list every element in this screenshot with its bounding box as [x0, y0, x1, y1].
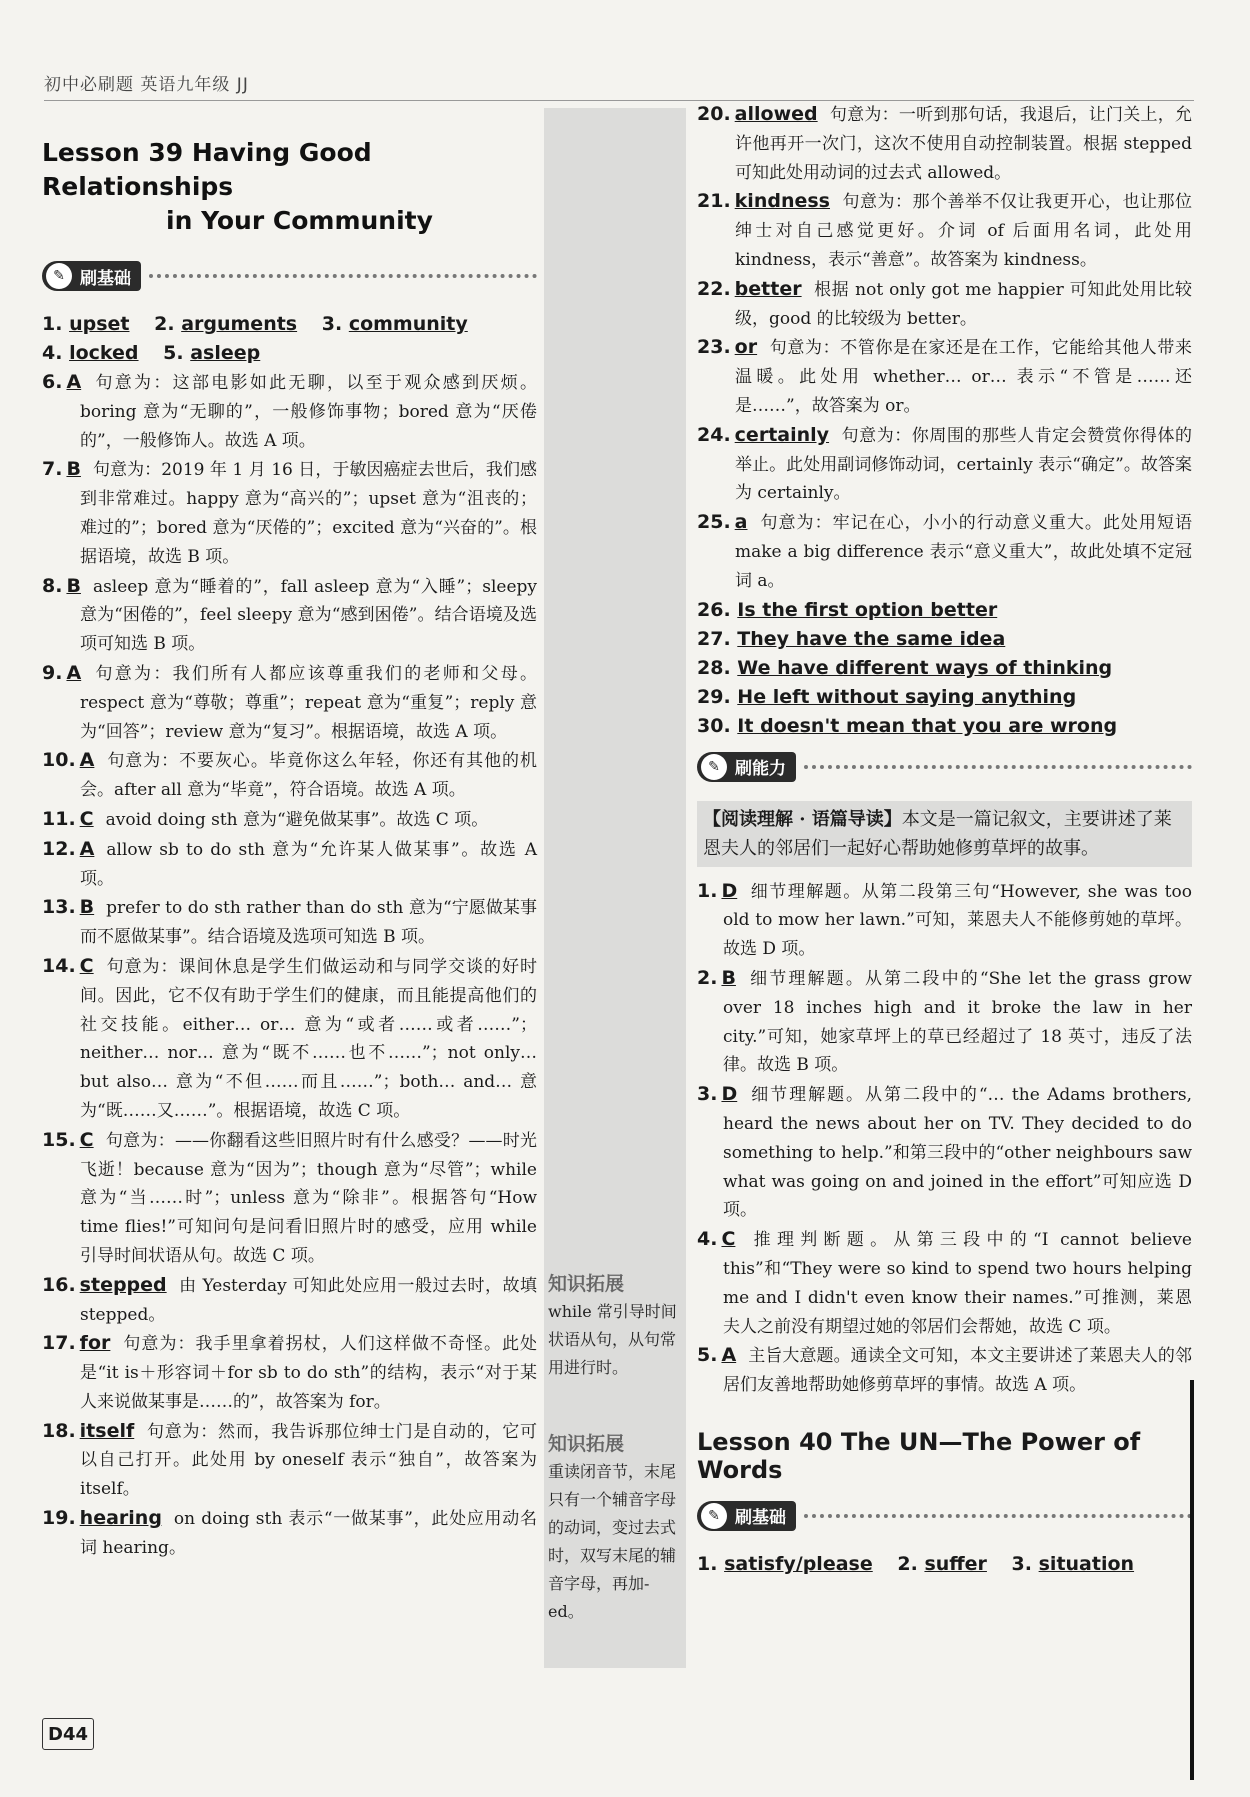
left-explanations: [42, 368, 537, 1563]
item-answer: for: [79, 1332, 111, 1355]
sentence-answer: [697, 596, 1192, 625]
item-number: 26.: [697, 598, 731, 621]
item-answer: It doesn't mean that you are wrong: [737, 714, 1118, 737]
explanation-item: [697, 877, 1192, 964]
lesson-39-title: [42, 136, 537, 238]
explanation-item: [42, 746, 537, 805]
item-answer: We have different ways of thinking: [737, 656, 1113, 679]
item-text: 句意为：你周围的那些人肯定会赞赏你得体的举止。此处用副词修饰动词，certainly 表示“确定”。故答案为 certainly。: [735, 425, 1192, 504]
item-text: 句意为：牢记在心，小小的行动意义重大。此处用短语 make a big difference 表示“意义重大”，故此处填不定冠词 a。: [735, 513, 1192, 591]
item-text: 句意为：我手里拿着拐杖，人们这样做不奇怪。此处是“it is＋形容词＋for sb to do sth”的结构，表示“对于某人来说做某事是……的”，故答案为 for。: [80, 1334, 537, 1412]
item-number: 10.: [42, 749, 76, 772]
item-answer: A: [721, 1344, 737, 1367]
item-number: 7.: [42, 458, 63, 481]
item-number: 19.: [42, 1507, 76, 1530]
item-answer: better: [734, 277, 802, 300]
explanation-item: [697, 187, 1192, 274]
item-number: 3.: [697, 1083, 718, 1106]
item-text: 句意为：我们所有人都应该尊重我们的老师和父母。respect 意为“尊敬；尊重”；repeat 意为“重复”；reply 意为“回答”；review 意为“复习”。根据语境，故选 A 项。: [80, 663, 537, 742]
item-answer: itself: [79, 1419, 135, 1442]
item-answer: B: [721, 966, 736, 989]
item-text: prefer to do sth rather than do sth 意为“宁愿做某事而不愿做某事”。结合语境及选项可知选 B 项。: [80, 898, 537, 948]
explanation-item: [42, 805, 537, 835]
explanation-item: [42, 835, 537, 894]
item-answer: He left without saying anything: [737, 685, 1077, 708]
item-number: 14.: [42, 954, 76, 977]
item-text: 由 Yesterday 可知此处应用一般过去时，故填stepped。: [80, 1275, 537, 1325]
item-text: 句意为：那个善举不仅让我更开心，也让那位绅士对自己感觉更好。介词 of 后面用名词，此处用 kindness，表示“善意”。故答案为 kindness。: [735, 192, 1192, 270]
item-answer: B: [66, 458, 81, 481]
item-answer: certainly: [734, 423, 830, 446]
tip-text: while 常引导时间状语从句，从句常用进行时。: [548, 1302, 677, 1377]
item-number: 13.: [42, 896, 76, 919]
explanation-item: [42, 368, 537, 455]
tip-title: 知识拓展: [548, 1433, 625, 1455]
item-answer: C: [79, 954, 94, 977]
explanation-item: [42, 455, 537, 571]
item-number: 23.: [697, 336, 731, 359]
item-answer: B: [66, 574, 81, 597]
explanation-item: [42, 1504, 537, 1563]
item-answer: or: [734, 336, 758, 359]
explanation-item: [42, 952, 537, 1126]
item-answer: allowed: [734, 103, 818, 125]
item-number: 16.: [42, 1273, 76, 1296]
explanation-item: [42, 1417, 537, 1504]
explanation-item: [42, 572, 537, 659]
page-number: D44: [42, 1718, 94, 1750]
item-answer: C: [79, 1128, 94, 1151]
dotted-rule: [149, 274, 537, 278]
item-number: 24.: [697, 423, 731, 446]
reading-explanations: [697, 877, 1192, 1400]
item-text: 句意为：课间休息是学生们做运动和与同学交谈的好时间。因此，它不仅有助于学生们的健康，而且能提高他们的社交技能。either… or… 意为“或者……或者……”；neither… nor… 意为“既不……也不……”；not only… but also… 意为“不但……而且……”；both… and… 意为“既……又……”。根据语境，故选 C 项。: [80, 956, 537, 1121]
running-header: 初中必刷题 英语九年级 JJ: [44, 75, 249, 95]
guide-label: 【阅读理解 · 语篇导读】: [703, 808, 902, 830]
item-number: 18.: [42, 1419, 76, 1442]
item-text: 细节理解题。从第二段中的“… the Adams brothers, heard the news about her on TV. They decided to do something to help.”和第三段中的“other neighbours saw what was going on and joined in the effort”可知应选 D 项。: [723, 1085, 1192, 1221]
explanation-item: [42, 1271, 537, 1330]
sentence-answer: [697, 712, 1192, 741]
explanation-item: [42, 659, 537, 746]
item-text: 句意为：然而，我告诉那位绅士门是自动的，它可以自己打开。此处用 by oneself 表示“独自”，故答案为 itself。: [80, 1421, 537, 1500]
item-number: 22.: [697, 277, 731, 300]
item-answer: C: [721, 1228, 736, 1251]
item-answer: stepped: [79, 1273, 167, 1296]
section-header-basic: [42, 256, 537, 296]
item-answer: A: [66, 371, 82, 393]
item-text: asleep 意为“睡着的”，fall asleep 意为“入睡”；sleepy 意为“困倦的”，feel sleepy 意为“感到困倦”。结合语境及选项可知选 B 项。: [80, 576, 537, 655]
item-number: 11.: [42, 807, 76, 830]
explanation-item: [697, 275, 1192, 334]
item-text: 根据 not only got me happier 可知此处用比较级，good 的比较级为 better。: [735, 279, 1192, 329]
lesson-title-line2: in Your Community: [166, 206, 433, 235]
lesson-40-title: Lesson 40 The UN—The Power of Words: [697, 1427, 1141, 1484]
item-number: 17.: [42, 1332, 76, 1355]
book-icon: ✎: [701, 1503, 727, 1529]
answer-line-1: 1. upset 2. arguments 3. community: [42, 313, 468, 335]
item-answer: D: [721, 1083, 738, 1106]
item-number: 29.: [697, 685, 731, 708]
explanation-item: [42, 1329, 537, 1416]
item-text: 句意为：一听到那句话，我退后，让门关上，允许他再开一次门，这次不使用自动控制装置。根据 stepped 可知此处用动词的过去式 allowed。: [735, 105, 1192, 183]
item-text: 句意为：不要灰心。毕竟你这么年轻，你还有其他的机会。after all 意为“毕竟”，符合语境。故选 A 项。: [80, 751, 537, 801]
sentence-answer: [697, 654, 1192, 683]
item-text: allow sb to do sth 意为“允许某人做某事”。故选 A 项。: [80, 839, 537, 889]
dotted-rule: [804, 1514, 1192, 1518]
item-number: 8.: [42, 574, 63, 597]
explanation-item: [697, 100, 1192, 187]
item-answer: kindness: [734, 190, 830, 213]
item-answer: They have the same idea: [737, 627, 1006, 650]
sentence-answer: [697, 625, 1192, 654]
item-answer: A: [79, 749, 95, 772]
item-answer: D: [721, 879, 738, 902]
item-answer: C: [79, 807, 94, 830]
item-text: 句意为：2019 年 1 月 16 日，于敏因癌症去世后，我们感到非常难过。happy 意为“高兴的”；upset 意为“沮丧的；难过的”；bored 意为“厌倦的”；excited 意为“兴奋的”。根据语境，故选 B 项。: [80, 460, 537, 567]
explanation-item: [697, 1225, 1192, 1341]
knowledge-tip-1: [548, 1270, 684, 1382]
item-number: 9.: [42, 661, 63, 684]
item-number: 1.: [697, 879, 718, 902]
item-answer: A: [79, 837, 95, 860]
item-number: 21.: [697, 190, 731, 213]
item-text: on doing sth 表示“一做某事”，此处应用动名词 hearing。: [80, 1509, 537, 1558]
item-number: 28.: [697, 656, 731, 679]
section-badge: ✎ 刷基础: [42, 261, 141, 291]
item-text: 主旨大意题。通读全文可知，本文主要讲述了莱恩夫人的邻居们友善地帮助她修剪草坪的事情。故选 A 项。: [723, 1346, 1192, 1396]
item-text: 句意为：——你翻看这些旧照片时有什么感受？——时光飞逝！because 意为“因为”；though 意为“尽管”；while 意为“当……时”；unless 意为“除非”。根据答句“How time flies!”可知问句是问看旧照片时的感受，应用 while 引导时间状语从句。故选 C 项。: [80, 1130, 537, 1266]
item-answer: B: [79, 896, 95, 919]
explanation-item: [697, 964, 1192, 1080]
item-text: 句意为：这部电影如此无聊，以至于观众感到厌烦。boring 意为“无聊的”，一般修饰事物；bored 意为“厌倦的”，一般修饰人。故选 A 项。: [80, 373, 537, 451]
item-text: 细节理解题。从第二段第三句“However, she was too old to mow her lawn.”可知，莱恩夫人不能修剪她的草坪。故选 D 项。: [723, 881, 1192, 960]
item-number: 2.: [697, 966, 718, 989]
reading-guide: [697, 801, 1192, 867]
explanation-item: [697, 1080, 1192, 1225]
item-number: 12.: [42, 837, 76, 860]
right-column: [697, 100, 1192, 1579]
book-icon: ✎: [701, 754, 727, 780]
item-answer: hearing: [79, 1507, 162, 1530]
item-number: 27.: [697, 627, 731, 650]
explanation-item: [697, 421, 1192, 508]
lesson-title-line1: Lesson 39 Having Good Relationships: [42, 138, 372, 201]
page-edge-shadow: [1190, 1380, 1194, 1780]
section-header-ability: [697, 747, 1192, 787]
tip-title: 知识拓展: [548, 1273, 625, 1295]
lesson40-answer-line: 1. satisfy/please 2. suffer 3. situation: [697, 1552, 1135, 1575]
answer-line-2: 4. locked 5. asleep: [42, 342, 261, 364]
item-answer: A: [66, 661, 82, 684]
section-badge: ✎ 刷基础: [697, 1501, 796, 1531]
item-number: 20.: [697, 103, 731, 125]
section-header-basic-2: [697, 1496, 1192, 1536]
item-answer: Is the first option better: [737, 598, 998, 621]
item-text: 推理判断题。从第三段中的“I cannot believe this”和“They were so kind to spend two hours helping me and I didn't even know their names.”可推测，莱恩夫人之前没有期望过她的邻居们会帮她，故选 C 项。: [723, 1230, 1192, 1337]
item-text: 句意为：不管你是在家还是在工作，它能给其他人带来温暖。此处用 whether… or… 表示“不管是……还是……”，故答案为 or。: [735, 338, 1192, 416]
item-number: 25.: [697, 511, 731, 534]
tip-text: 重读闭音节，末尾只有一个辅音字母的动词，变过去式时，双写末尾的辅音字母，再加-ed。: [548, 1462, 677, 1621]
sentence-answers: [697, 596, 1192, 741]
item-number: 6.: [42, 371, 63, 393]
book-icon: ✎: [46, 263, 72, 289]
item-number: 4.: [697, 1228, 718, 1251]
item-answer: a: [734, 511, 748, 534]
item-number: 5.: [697, 1344, 718, 1367]
sentence-answer: [697, 683, 1192, 712]
item-text: avoid doing sth 意为“避免做某事”。故选 C 项。: [105, 809, 489, 830]
explanation-item: [42, 1126, 537, 1271]
explanation-item: [42, 893, 537, 952]
guide-text: 本文是一篇记叙文，主要讲述了莱恩夫人的邻居们一起好心帮助她修剪草坪的故事。: [703, 808, 1172, 859]
explanation-item: [697, 508, 1192, 595]
right-explanations: [697, 100, 1192, 596]
explanation-item: [697, 1341, 1192, 1400]
explanation-item: [697, 333, 1192, 420]
dotted-rule: [804, 765, 1192, 769]
knowledge-tip-2: [548, 1430, 684, 1626]
section-badge: ✎ 刷能力: [697, 752, 796, 782]
item-number: 30.: [697, 714, 731, 737]
left-column: [42, 130, 537, 1563]
item-number: 15.: [42, 1128, 76, 1151]
item-text: 细节理解题。从第二段中的“She let the grass grow over 18 inches high and it broke the law in her city.”可知，她家草坪上的草已经超过了 18 英寸，违反了法律。故选 B 项。: [723, 968, 1192, 1076]
